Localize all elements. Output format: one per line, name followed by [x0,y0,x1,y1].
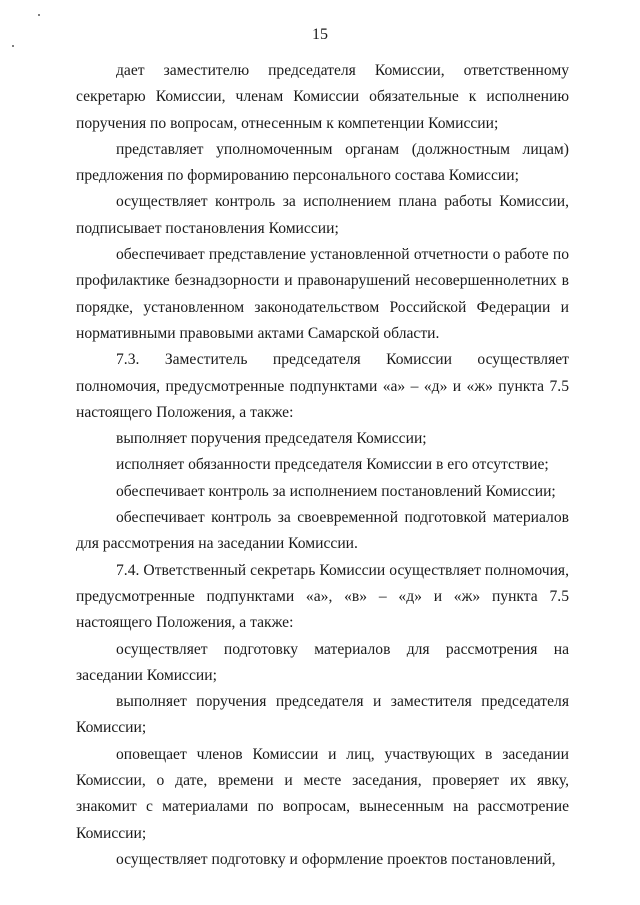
page-number: 15 [312,26,328,43]
paragraph: представляет уполномоченным органам (должностным лицам) предложения по формированию персонального состава Комиссии; [76,140,569,185]
document-body [76,58,569,873]
paragraph: осуществляет подготовку и оформление проектов постановлений, [116,850,556,868]
scan-speck [12,45,14,47]
paragraph: дает заместителю председателя Комиссии, ответственному секретарю Комиссии, членам Комиссии обязательные к исполнению поручения по вопросам, отнесенным к компетенции Комиссии; [76,62,569,132]
scan-speck [38,14,40,16]
paragraph: выполняет поручения председателя и заместителя председателя Комиссии; [76,693,569,737]
paragraph: исполняет обязанности председателя Комиссии в его отсутствие; [116,456,549,474]
paragraph: 7.4. Ответственный секретарь Комиссии осуществляет полномочия, предусмотренные подпунктами «а», «в» – «д» и «ж» пункта 7.5 настоящего Положения, а также: [76,561,569,632]
paragraph: осуществляет подготовку материалов для рассмотрения на заседании Комиссии; [76,640,569,684]
paragraph: выполняет поручения председателя Комиссии; [116,430,427,448]
paragraph: обеспечивает представление установленной отчетности о работе по профилактике безнадзорности и правонарушений несовершеннолетних в порядке, установленном законодательством Российской Федерации и нормативными правовыми актами Самарской области. [76,246,569,342]
paragraph: обеспечивает контроль за своевременной подготовкой материалов для рассмотрения на заседании Комиссии. [76,509,569,553]
paragraph: оповещает членов Комиссии и лиц, участвующих в заседании Комиссии, о дате, времени и месте заседания, проверяет их явку, знакомит с материалами по вопросам, вынесенным на рассмотрение Комиссии; [76,745,569,842]
paragraph: осуществляет контроль за исполнением плана работы Комиссии, подписывает постановления Комиссии; [76,193,569,237]
paragraph: 7.3. Заместитель председателя Комиссии осуществляет полномочия, предусмотренные подпунктами «а» – «д» и «ж» пункта 7.5 настоящего Положения, а также: [76,351,569,421]
paragraph: обеспечивает контроль за исполнением постановлений Комиссии; [116,482,556,500]
